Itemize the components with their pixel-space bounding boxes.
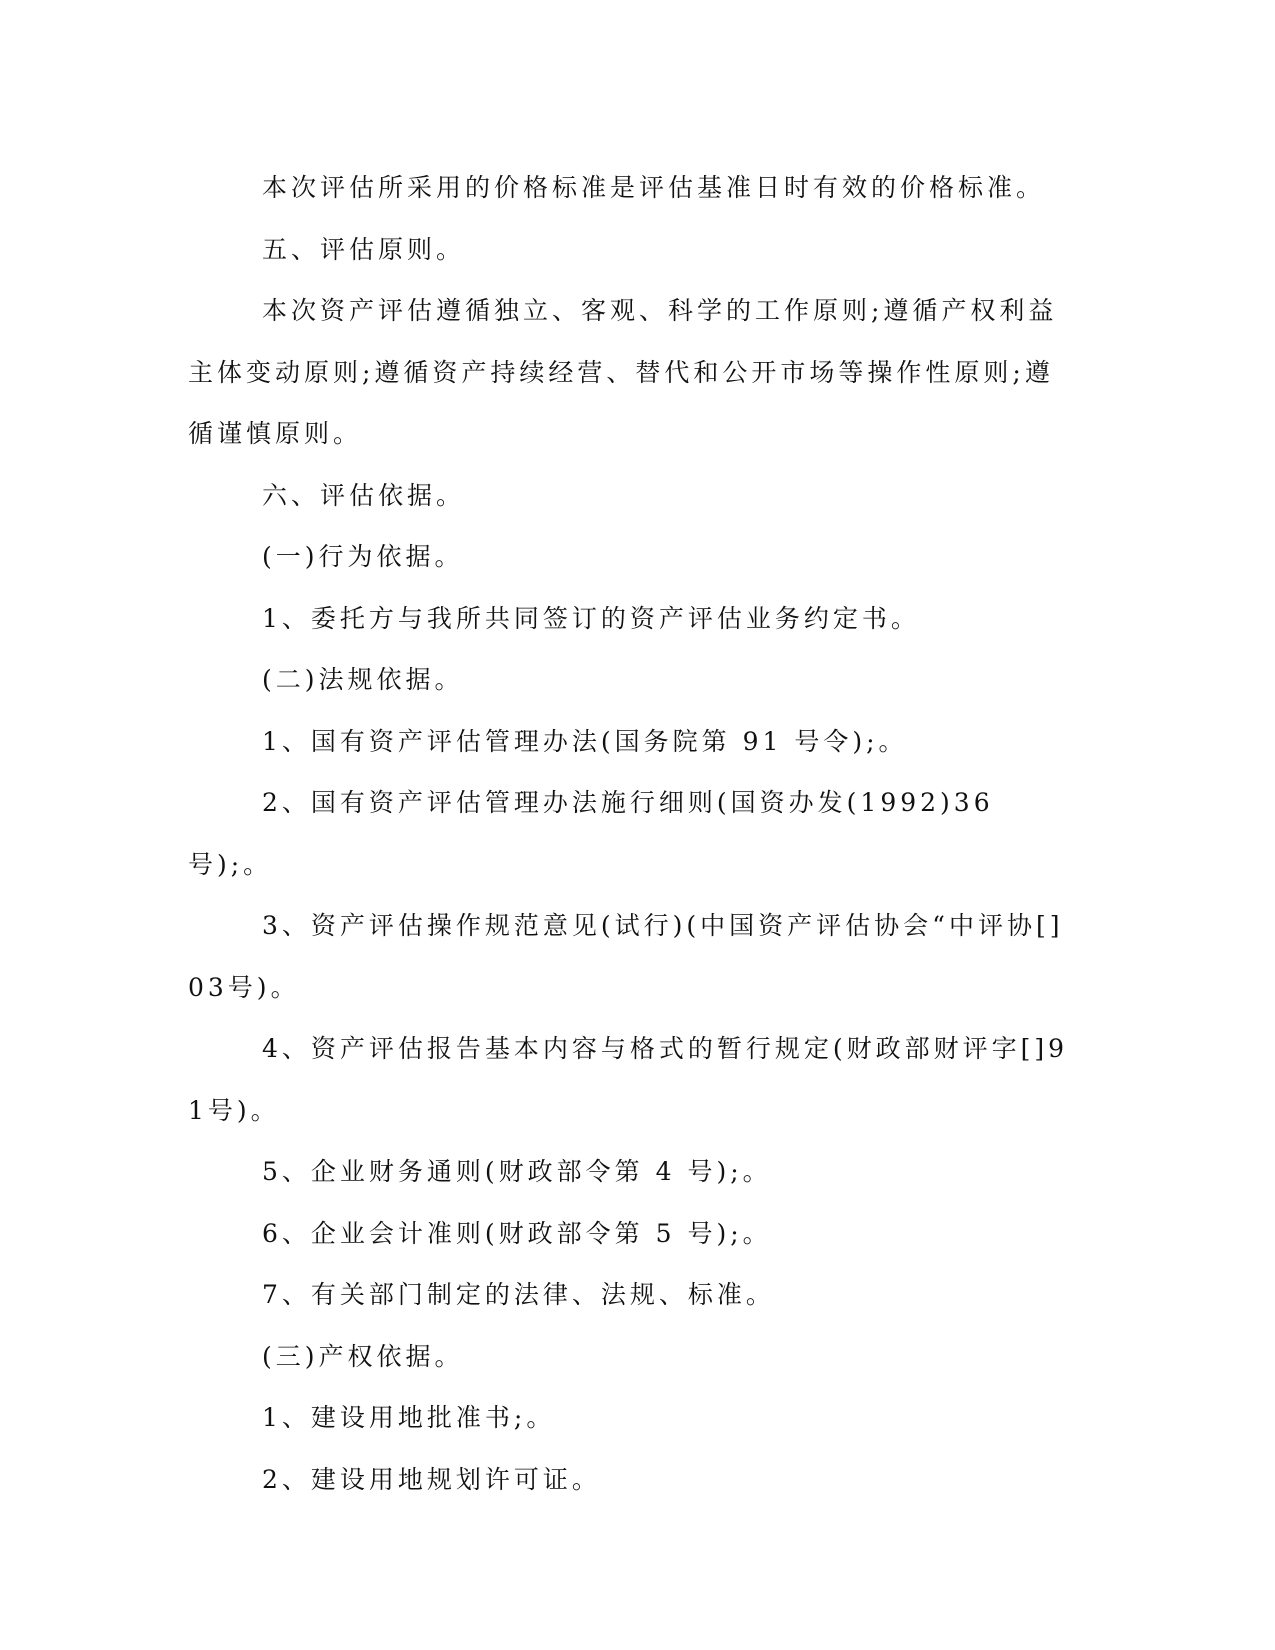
paragraph-principles: 本次资产评估遵循独立、客观、科学的工作原则;遵循产权利益主体变动原则;遵循资产持续经营、替代和公开市场等操作性原则;遵循谨慎原则。 bbox=[188, 296, 1058, 448]
list-item-property-2: 2、建设用地规划许可证。 bbox=[262, 1464, 601, 1494]
list-item-regulation-6: 6、企业会计准则(财政部令第 5 号);。 bbox=[262, 1218, 772, 1248]
list-item-regulation-7: 7、有关部门制定的法律、法规、标准。 bbox=[262, 1280, 775, 1309]
heading-evaluation-principles: 五、评估原则。 bbox=[262, 234, 466, 264]
list-item-property-1: 1、建设用地批准书;。 bbox=[262, 1403, 556, 1432]
list-item-regulation-3: 3、资产评估操作规范意见(试行)(中国资产评估协会“中评协[]03号)。 bbox=[188, 911, 1064, 1002]
list-item-behavior-1: 1、委托方与我所共同签订的资产评估业务约定书。 bbox=[262, 603, 920, 633]
subheading-behavior-basis: (一)行为依据。 bbox=[262, 542, 464, 571]
list-item-regulation-2: 2、国有资产评估管理办法施行细则(国资办发(1992)36 号);。 bbox=[188, 788, 994, 879]
list-item-regulation-4: 4、资产评估报告基本内容与格式的暂行规定(财政部财评字[]91号)。 bbox=[188, 1034, 1069, 1125]
list-item-regulation-1: 1、国有资产评估管理办法(国务院第 91 号令);。 bbox=[262, 726, 908, 756]
subheading-regulation-basis: (二)法规依据。 bbox=[262, 665, 464, 694]
paragraph-price-standard: 本次评估所采用的价格标准是评估基准日时有效的价格标准。 bbox=[262, 173, 1046, 202]
document-body bbox=[188, 157, 1073, 1510]
subheading-property-basis: (三)产权依据。 bbox=[262, 1341, 464, 1371]
list-item-regulation-5: 5、企业财务通则(财政部令第 4 号);。 bbox=[262, 1157, 772, 1186]
heading-evaluation-basis: 六、评估依据。 bbox=[262, 480, 466, 510]
